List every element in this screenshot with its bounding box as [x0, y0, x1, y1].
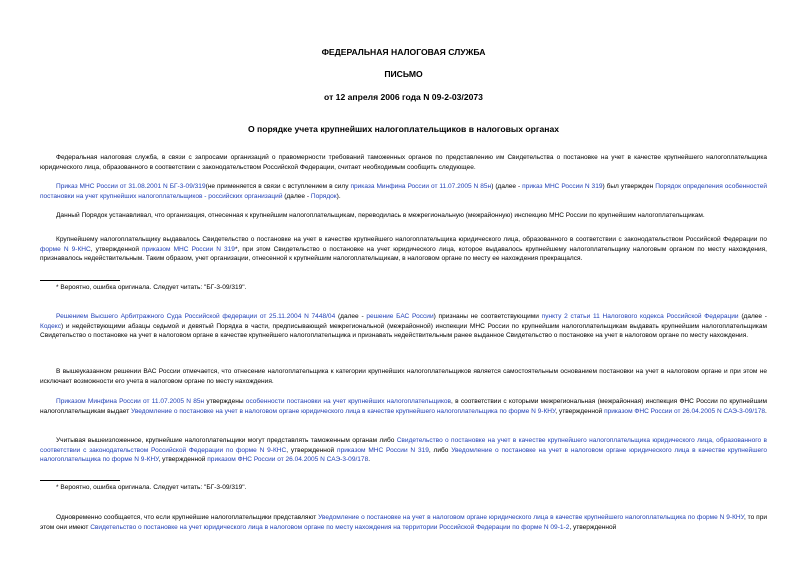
paragraph-1: Федеральная налоговая служба, в связи с запросами организаций о правомерности требований таможенных органов по представлению им Свидетельства о постановке на учет в качестве крупнейшего налогоплательщика юридического лица, образованного в соответствии с законодательством Российской Федерации, считает необходимым сообщить следующее.	[40, 154, 767, 171]
link-features-registration[interactable]: особенности постановки на учет крупнейших налогоплательщиков	[245, 398, 452, 405]
link-notice-form-9-knu[interactable]: Уведомление о постановке на учет в налоговом органе юридического лица в качестве крупнейшего налогоплательщика по форме N 9-КНУ	[131, 407, 556, 415]
link-vas-decision-short[interactable]: решение БАС России	[366, 313, 434, 320]
link-notice-form-9-knu-b[interactable]: Уведомление о постановке на учет в налоговом органе юридического лица в качестве крупнейшего налогоплательщика по форме N 9-КНУ	[40, 446, 767, 464]
footnote-2: * Вероятно, ошибка оригинала. Следует читать: "БГ-3-09/319".	[56, 484, 247, 491]
paragraph-9: Одновременно сообщается, что если крупнейшие налогоплательщики представляют Уведомление о постановке на учет в налоговом органе юридического лица в качестве крупнейшего налогоплательщика по форме N 9-КНУ, то при этом они имеют Свидетельство о постановке на учет юридического лица в налоговом органе по месту нахождения на территории Российской Федерации по форме N 09-1-2, утвержденной	[40, 514, 768, 531]
link-notice-form-9-knu-c[interactable]: Уведомление о постановке на учет в налоговом органе юридического лица в качестве крупнейшего налогоплательщика по форме N 9-КНУ	[318, 514, 744, 521]
subject-heading: О порядке учета крупнейших налогоплательщиков в налоговых органах	[247, 124, 560, 134]
link-order-mns-319-short[interactable]: приказ МНС России N 319	[522, 183, 603, 190]
link-vas-decision[interactable]: Решением Высшего Арбитражного Суда Российской федерации от 25.11.2004 N 7448/04	[56, 313, 336, 320]
link-order-mns-319-c[interactable]: приказом МНС России N 319	[337, 446, 429, 454]
link-poryadok-full[interactable]: Порядок определения особенностей постановки на учет крупнейших налогоплательщиков - российских организаций	[40, 183, 768, 200]
footnote-1: * Вероятно, ошибка оригинала. Следует читать: "БГ-3-09/319".	[56, 284, 247, 291]
paragraph-8: Учитывая вышеизложенное, крупнейшие налогоплательщики могут представлять таможенным органам либо Свидетельство о постановке на учет в качестве крупнейшего налогоплательщика юридического лица, образованного в соответствии с законодательством Российской Федерации по форме N 9-КНС, утвержденной приказом МНС России N 319, либо Уведомление о постановке на учет в налоговом органе юридического лица в качестве крупнейшего налогоплательщика по форме N 9-КНУ, утвержденной приказом ФНС России от 26.04.2005 N САЭ-3-09/178.	[40, 437, 767, 464]
link-order-fns-sae-178-b[interactable]: приказом ФНС России от 26.04.2005 N САЭ-3-09/178	[207, 456, 369, 464]
link-order-minfin-85n[interactable]: приказа Минфина России от 11.07.2005 N 85н	[350, 183, 492, 190]
footnote-divider-1	[40, 280, 120, 281]
doc-type-heading: ПИСЬМО	[384, 69, 423, 79]
link-poryadok[interactable]: Порядок	[310, 192, 337, 200]
link-form-9-kns[interactable]: форме N 9-КНС	[40, 245, 91, 253]
agency-heading: ФЕДЕРАЛЬНАЯ НАЛОГОВАЯ СЛУЖБА	[321, 47, 486, 57]
link-order-minfin-85n-b[interactable]: Приказом Минфина России от 11.07.2005 N 85н	[56, 398, 205, 405]
link-certificate-form-9-kns[interactable]: Свидетельство о постановке на учет в качестве крупнейшего налогоплательщика юридического лица, образованного в соответствии с законодательством Российской Федерации по форме N 9-КНС	[40, 437, 767, 454]
link-tax-code-art11[interactable]: пункту 2 статьи 11 Налогового кодекса Российской Федерации	[541, 313, 739, 320]
paragraph-3: Данный Порядок устанавливал, что организация, отнесенная к крупнейшим налогоплательщикам, переводилась в межрегиональную (межрайонную) инспекцию МНС России по крупнейшим налогоплательщикам.	[56, 212, 705, 219]
link-order-fns-sae-178[interactable]: приказом ФНС России от 26.04.2005 N САЭ-3-09/178	[604, 407, 766, 415]
paragraph-5: Решением Высшего Арбитражного Суда Российской федерации от 25.11.2004 N 7448/04 (далее - решение БАС России) признаны не соответствующими пункту 2 статьи 11 Налогового кодекса Российской Федерации (далее - Кодекс) и недействующими абзацы седьмой и девятый Порядка в части, предписывающей межрегиональной (межрайонной) инспекции МНС России по крупнейшим налогоплательщикам выдавать крупнейшим налогоплательщикам Свидетельство о постановке на учет в налоговом органе в качестве крупнейшего налогоплательщика и признавать недействительным ранее выданное Свидетельство о постановке на учет в налоговом органе по месту нахождения.	[40, 313, 767, 340]
link-order-mns-319-b[interactable]: приказом МНС России N 319	[142, 245, 235, 253]
link-order-mns-319[interactable]: Приказ МНС России от 31.08.2001 N БГ-3-09/319	[56, 183, 206, 190]
link-kodeks[interactable]: Кодекс	[40, 322, 61, 330]
paragraph-4: Крупнейшему налогоплательщику выдавалось Свидетельство о постановке на учет в качестве крупнейшего налогоплательщика юридического лица, образованного в соответствии с законодательством Российской Федерации по форме N 9-КНС, утвержденной приказом МНС России N 319*, при этом Свидетельство о постановке на учет юридического лица, которое выдавалось крупнейшему налогоплательщику налоговым органом по месту нахождения, признавалось недействительным. Таким образом, учет организации, отнесенной к крупнейшим налогоплательщикам, в налоговом органе по месту ее нахождения прекращался.	[40, 236, 767, 263]
paragraph-6: В вышеуказанном решении ВАС России отмечается, что отнесение налогоплательщика к категории крупнейших налогоплательщиков является самостоятельным основанием постановки на учет в налоговом органе и при этом не исключает возможности его учета в налоговом органе по месту нахождения.	[40, 368, 767, 385]
footnote-divider-2	[40, 480, 120, 481]
paragraph-7: Приказом Минфина России от 11.07.2005 N 85н утверждены особенности постановки на учет крупнейших налогоплательщиков, в соответствии с которыми межрегиональная (межрайонная) инспекция ФНС России по крупнейшим налогоплательщикам выдает Уведомление о постановке на учет в налоговом органе юридического лица в качестве крупнейшего налогоплательщика по форме N 9-КНУ, утвержденной приказом ФНС России от 26.04.2005 N САЭ-3-09/178.	[40, 398, 767, 415]
paragraph-2: Приказ МНС России от 31.08.2001 N БГ-3-09/319(не применяется в связи с вступлением в силу приказа Минфина России от 11.07.2005 N 85н) (далее - приказ МНС России N 319) был утвержден Порядок определения особенностей постановки на учет крупнейших налогоплательщиков - российских организаций (далее - Порядок).	[40, 183, 768, 200]
link-certificate-form-09-1-2[interactable]: Свидетельство о постановке на учет юридического лица в налоговом органе по месту нахождения на территории Российской Федерации по форме N 09-1-2	[90, 523, 570, 531]
date-number-heading: от 12 апреля 2006 года N 09-2-03/2073	[324, 92, 483, 102]
